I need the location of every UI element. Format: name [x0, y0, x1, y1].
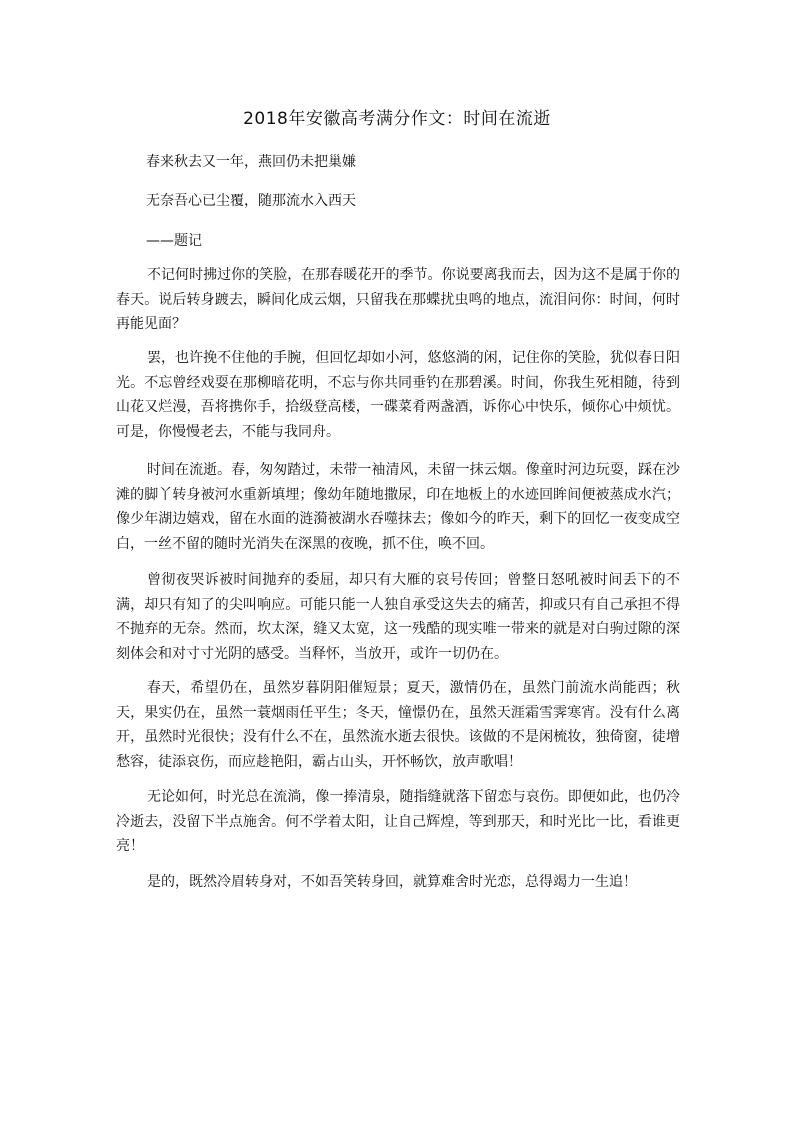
paragraph-6: 无论如何，时光总在流淌，像一捧清泉，随指缝就落下留恋与哀伤。即便如此，也仍冷冷逝去，没留下半点施舍。何不学着太阳，让自己辉煌，等到那天，和时光比一比，看谁更亮！ — [116, 789, 680, 854]
paragraph-1: 不记何时拂过你的笑脸，在那春暖花开的季节。你说要离我而去，因为这不是属于你的春天。说后转身踱去，瞬间化成云烟，只留我在那蝶扰虫鸣的地点，流泪问你：时间，何时再能见面？ — [116, 267, 680, 332]
poem-line-2: 无奈吾心已尘覆，随那流水入西天 — [146, 193, 356, 209]
document-title: 2018年安徽高考满分作文：时间在流逝 — [243, 109, 551, 129]
poem-line-1: 春来秋去又一年，燕回仍未把巢嫌 — [146, 154, 356, 170]
paragraph-4: 曾彻夜哭诉被时间抛弃的委屈，却只有大雁的哀号传回；曾整日怒吼被时间丢下的不满，却只有知了的尖叫响应。可能只能一人独自承受这失去的痛苦，抑或只有自己承担不得不抛弃的无奈。然而，坎太深，缝又太宽，这一残酷的现实唯一带来的就是对白驹过隙的深刻体会和对寸寸光阴的感受。当释怀，当放开，或许一切仍在。 — [116, 572, 680, 662]
paragraph-3: 时间在流逝。春，匆匆踏过，未带一袖清风，未留一抹云烟。像童时河边玩耍，踩在沙滩的脚丫转身被河水重新填埋；像幼年随地撒尿，印在地板上的水迹回眸间便被蒸成水汽；像少年湖边嬉戏，留在水面的涟漪被湖水吞噬抹去；像如今的昨天，剩下的回忆一夜变成空白，一丝不留的随时光消失在深黑的夜晚，抓不住，唤不回。 — [116, 462, 680, 552]
paragraph-2: 罢，也许挽不住他的手腕，但回忆却如小河，悠悠淌的闲，记住你的笑脸，犹似春日阳光。不忘曾经戏耍在那柳暗花明，不忘与你共同垂钓在那碧溪。时间，你我生死相随，待到山花又烂漫，吾将携你手，拾级登高楼，一碟菜肴两盏酒，诉你心中快乐，倾你心中烦忧。可是，你慢慢老去，不能与我同舟。 — [116, 350, 680, 440]
paragraph-5: 春天，希望仍在，虽然岁暮阴阳催短景；夏天，激情仍在，虽然门前流水尚能西；秋天，果实仍在，虽然一蓑烟雨任平生；冬天，憧憬仍在，虽然天涯霜雪霁寒宵。没有什么离开，虽然时光很快；没有什么不在，虽然流水逝去很快。该做的不是闲梳妆，独倚窗，徒增愁容，徒添哀伤，而应趁艳阳，霸占山头，开怀畅饮，放声歌唱！ — [116, 680, 680, 770]
paragraph-7: 是的，既然冷眉转身对，不如吾笑转身回，就算难舍时光恋，总得竭力一生追！ — [147, 874, 637, 890]
poem-attribution: ——题记 — [146, 233, 202, 249]
